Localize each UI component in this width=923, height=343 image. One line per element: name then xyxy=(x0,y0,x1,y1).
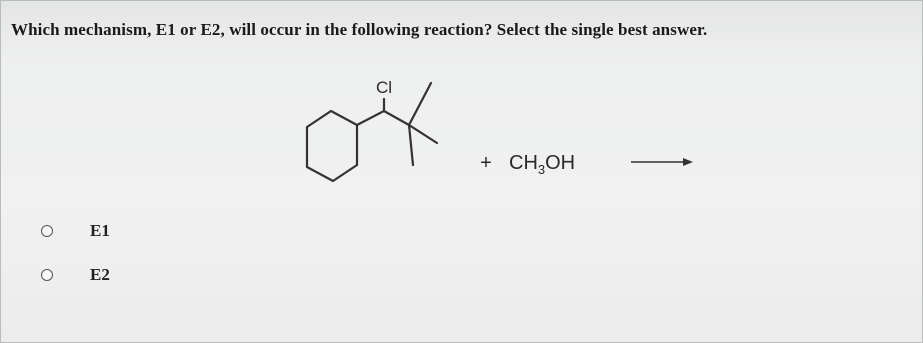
reagent-tail: OH xyxy=(545,152,576,174)
branch-bond-up xyxy=(409,83,431,125)
branch-bond-center xyxy=(384,111,409,125)
plus-sign: + xyxy=(480,152,492,174)
cyclohexane-ring xyxy=(307,111,357,181)
radio-button-e2[interactable] xyxy=(41,269,53,281)
ring-to-carbon-bond xyxy=(357,111,384,125)
question-text: Which mechanism, E1 or E2, will occur in the following reaction? Select the single best answer. xyxy=(11,20,708,39)
option-e2-label: E2 xyxy=(90,265,110,284)
option-e1[interactable] xyxy=(41,221,110,241)
branch-bond-down xyxy=(409,125,413,165)
branch-bond-right xyxy=(409,125,437,143)
reaction-diagram xyxy=(291,69,721,199)
reaction-arrow-head xyxy=(683,158,693,166)
reagent-main: CH xyxy=(509,152,538,174)
option-e1-label: E1 xyxy=(90,221,110,240)
chlorine-label: Cl xyxy=(375,78,393,97)
option-e2[interactable] xyxy=(41,265,110,285)
radio-button-e1[interactable] xyxy=(41,225,53,237)
reagent-formula xyxy=(509,152,575,177)
reagent-subscript: 3 xyxy=(537,162,546,177)
